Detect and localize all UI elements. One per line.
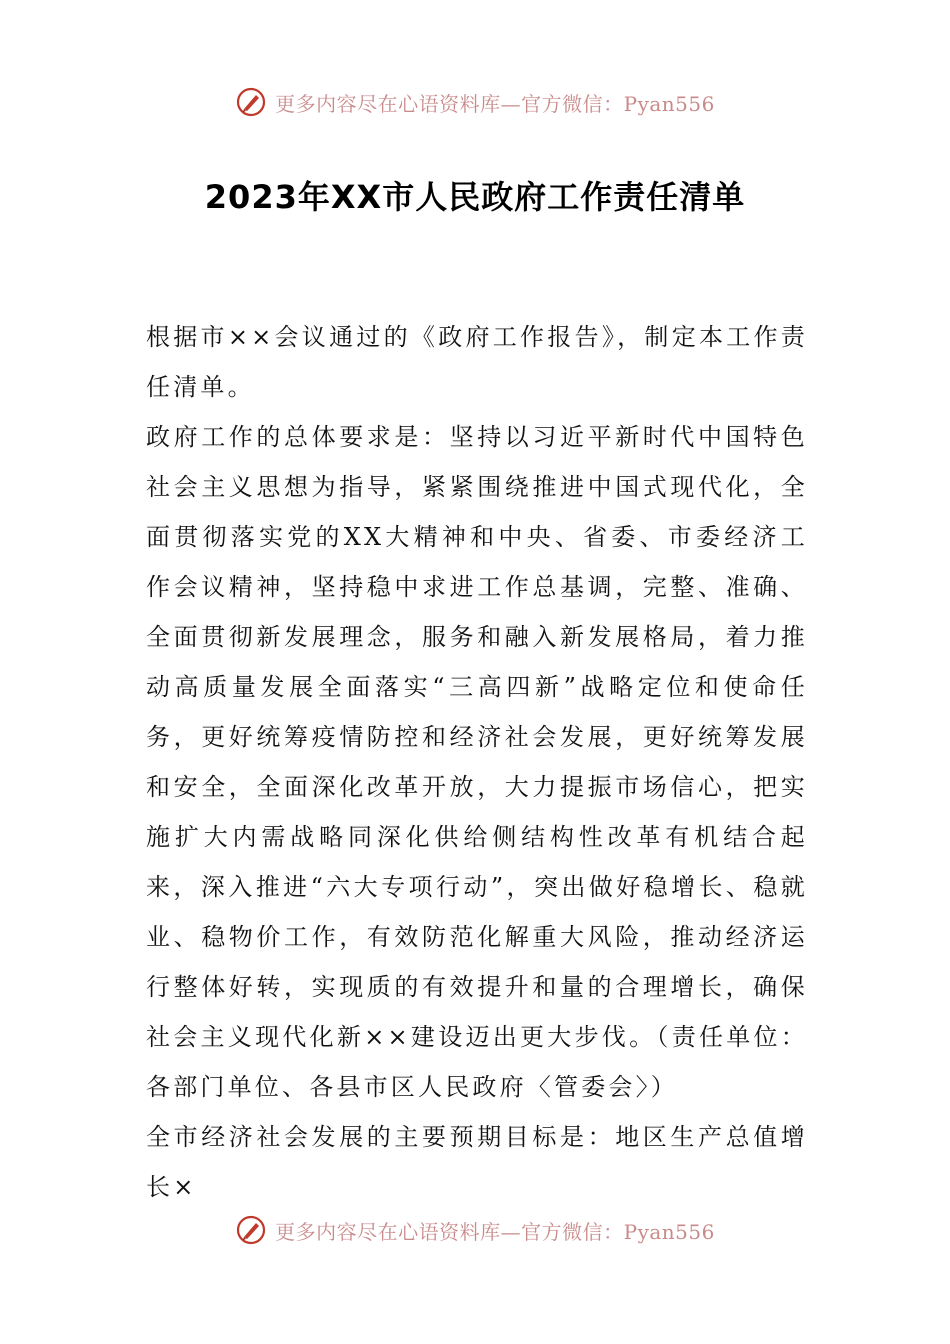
document-body	[146, 312, 808, 1212]
paragraph-targets: 全市经济社会发展的主要预期目标是：地区生产总值增长×	[146, 1123, 808, 1201]
watermark-text: 更多内容尽在心语资料库—官方微信：Pyan556	[275, 91, 715, 116]
pen-circle-icon	[235, 1214, 267, 1246]
document-title: 2023年XX市人民政府工作责任清单	[204, 178, 746, 216]
pen-circle-icon	[235, 86, 267, 118]
paragraph-requirements: 政府工作的总体要求是：坚持以习近平新时代中国特色社会主义思想为指导，紧紧围绕推进中国式现代化，全面贯彻落实党的XX大精神和中央、省委、市委经济工作会议精神，坚持稳中求进工作总基调，完整、准确、全面贯彻新发展理念，服务和融入新发展格局，着力推动高质量发展全面落实“三高四新”战略定位和使命任务，更好统筹疫情防控和经济社会发展，更好统筹发展和安全，全面深化改革开放，大力提振市场信心，把实施扩大内需战略同深化供给侧结构性改革有机结合起来，深入推进“六大专项行动”，突出做好稳增长、稳就业、稳物价工作，有效防范化解重大风险，推动经济运行整体好转，实现质的有效提升和量的合理增长，确保社会主义现代化新××建设迈出更大步伐。（责任单位：各部门单位、各县市区人民政府〈管委会〉）	[146, 423, 808, 1101]
header-watermark	[0, 82, 950, 122]
footer-watermark	[0, 1210, 950, 1250]
watermark-text: 更多内容尽在心语资料库—官方微信：Pyan556	[275, 1219, 715, 1244]
paragraph-intro: 根据市××会议通过的《政府工作报告》，制定本工作责任清单。	[146, 323, 808, 401]
